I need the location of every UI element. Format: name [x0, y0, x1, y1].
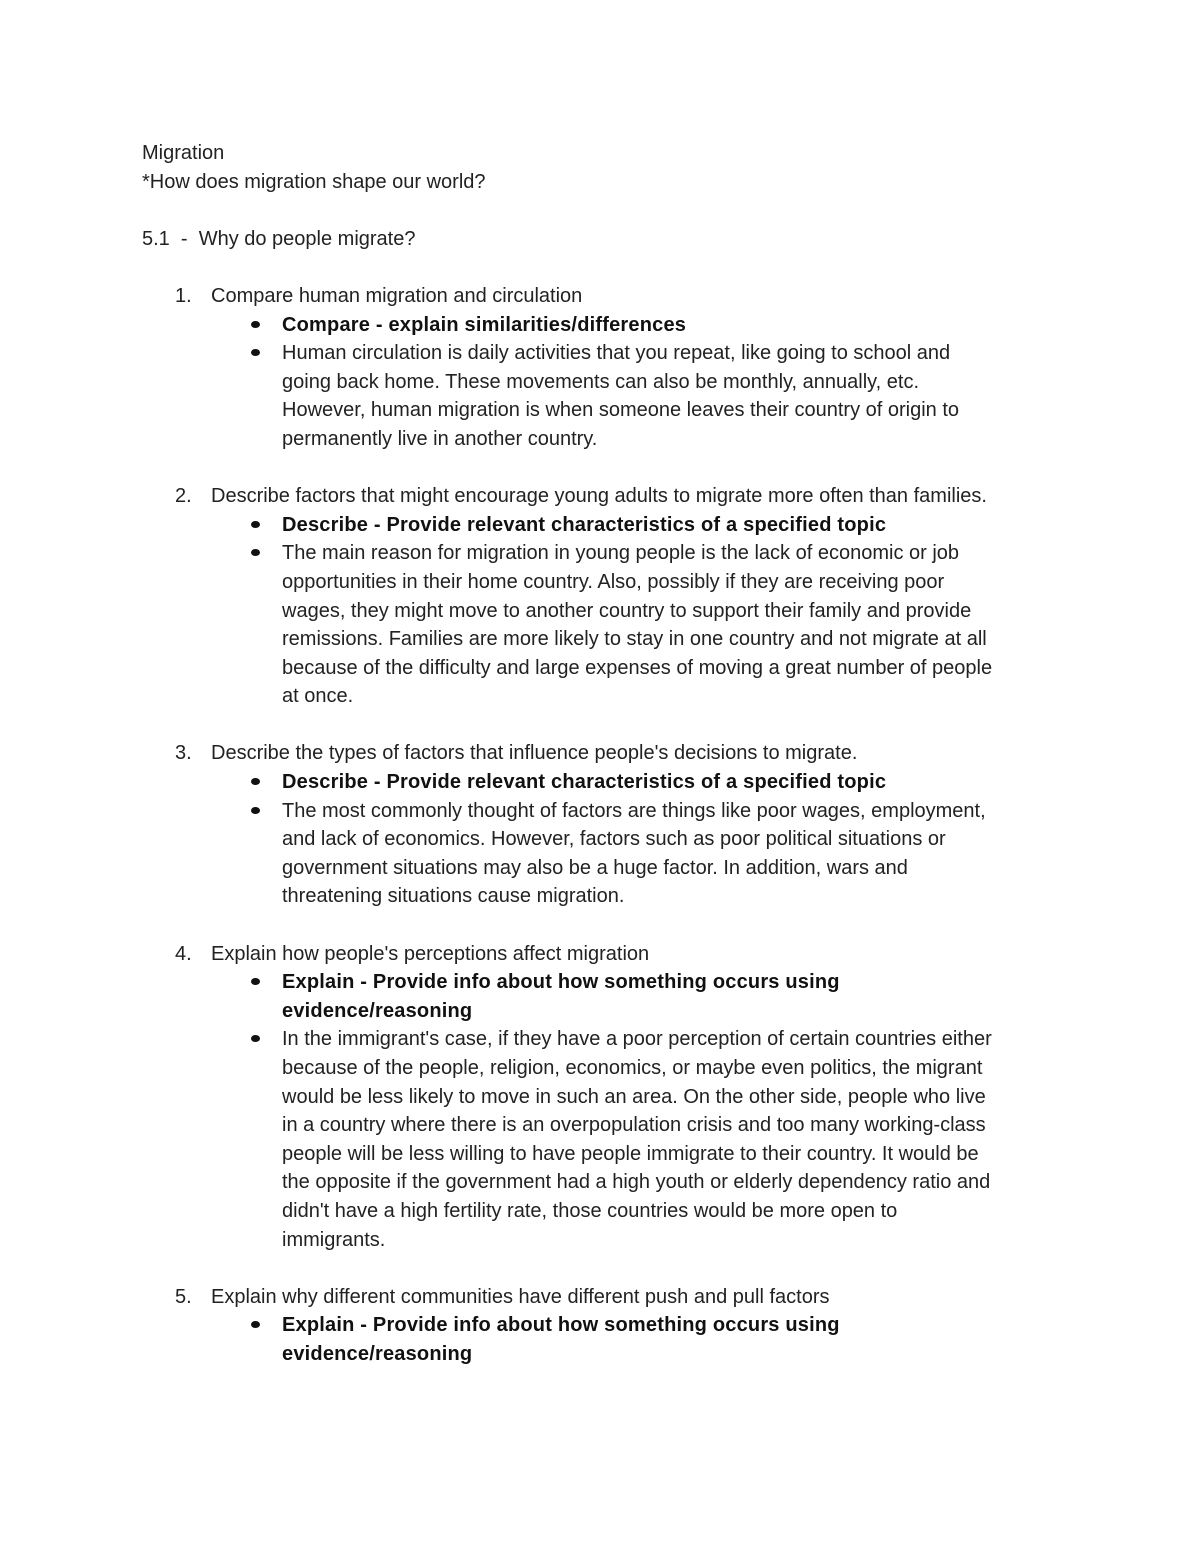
definition-text [282, 1311, 1062, 1368]
answer-text [282, 1025, 1062, 1254]
definition-bullet [282, 311, 1062, 340]
question-number: 4. [175, 942, 192, 965]
answer-line: opportunities in their home country. Also, possibly if they are receiving poor [282, 570, 945, 593]
answer-line: Human circulation is daily activities that you repeat, like going to school and [282, 342, 951, 365]
bullet-dot-icon [251, 521, 260, 528]
spacer [142, 711, 1062, 740]
answer-line: remissions. Families are more likely to stay in one country and not migrate at all [282, 628, 987, 651]
question-4-bullets [142, 968, 1062, 1254]
answer-text [282, 797, 1062, 911]
answer-line: wages, they might move to another country to support their family and provide [282, 599, 972, 622]
answer-text [282, 339, 1062, 453]
bullet-dot-icon [251, 978, 260, 985]
spacer [142, 1254, 1062, 1283]
question-2-bullets [142, 511, 1062, 711]
spacer [142, 454, 1062, 483]
document-page [142, 139, 1062, 1369]
definition-bullet [282, 511, 1062, 540]
definition-line: evidence/reasoning [282, 999, 473, 1022]
answer-bullet [282, 339, 1062, 453]
definition-bullet [282, 968, 1062, 1025]
answer-line: in a country where there is an overpopulation crisis and too many working-class [282, 1114, 986, 1137]
answer-bullet [282, 539, 1062, 711]
section-heading: 5.1 - Why do people migrate? [142, 227, 416, 250]
answer-line: However, human migration is when someone leaves their country of origin to [282, 399, 960, 422]
answer-bullet [282, 797, 1062, 911]
answer-line: threatening situations cause migration. [282, 885, 625, 908]
bullet-dot-icon [251, 778, 260, 785]
answer-line: the opposite if the government had a high youth or elderly dependency ratio and [282, 1171, 991, 1194]
question-number: 5. [175, 1285, 192, 1308]
answer-line: going back home. These movements can also be monthly, annually, etc. [282, 370, 920, 393]
question-5-bullets [142, 1311, 1062, 1368]
doc-title: Migration [142, 142, 225, 164]
bullet-dot-icon [251, 549, 260, 556]
question-number: 1. [175, 284, 192, 307]
answer-line: would be less likely to move in such an area. On the other side, people who live [282, 1085, 986, 1108]
question-3 [142, 739, 1062, 768]
question-3-bullets [142, 768, 1062, 911]
spacer [142, 196, 1062, 225]
answer-line: and lack of economics. However, factors such as poor political situations or [282, 828, 946, 851]
question-number: 3. [175, 742, 192, 765]
question-4 [142, 940, 1062, 969]
definition-line: Explain - Provide info about how something occurs using [282, 971, 840, 994]
answer-line: government situations may also be a huge factor. In addition, wars and [282, 856, 908, 879]
definition-line: evidence/reasoning [282, 1342, 473, 1365]
question-5 [142, 1283, 1062, 1312]
answer-line: people will be less willing to have people immigrate to their country. It would be [282, 1142, 979, 1165]
bullet-dot-icon [251, 807, 260, 814]
definition-text: Describe - Provide relevant characteristics of a specified topic [282, 513, 887, 536]
question-prompt: Compare human migration and circulation [211, 284, 583, 307]
answer-line: In the immigrant's case, if they have a poor perception of certain countries either [282, 1028, 992, 1051]
bullet-dot-icon [251, 321, 260, 328]
spacer [142, 253, 1062, 282]
bullet-dot-icon [251, 1035, 260, 1042]
definition-text: Describe - Provide relevant characteristics of a specified topic [282, 771, 887, 794]
answer-line: permanently live in another country. [282, 427, 598, 450]
answer-line: because of the difficulty and large expenses of moving a great number of people [282, 656, 993, 679]
answer-line: because of the people, religion, economics, or maybe even politics, the migrant [282, 1057, 983, 1079]
definition-line: Explain - Provide info about how something occurs using [282, 1314, 840, 1337]
question-prompt: Explain why different communities have different push and pull factors [211, 1285, 830, 1308]
bullet-dot-icon [251, 1321, 260, 1328]
answer-line: The main reason for migration in young people is the lack of economic or job [282, 542, 960, 565]
answer-line: immigrants. [282, 1228, 386, 1251]
question-prompt: Describe the types of factors that influence people's decisions to migrate. [211, 742, 858, 765]
question-prompt: Explain how people's perceptions affect migration [211, 942, 650, 965]
definition-text [282, 968, 1062, 1025]
question-number: 2. [175, 485, 192, 508]
question-prompt: Describe factors that might encourage young adults to migrate more often than families. [211, 485, 987, 508]
question-2 [142, 482, 1062, 511]
question-1 [142, 282, 1062, 311]
definition-bullet [282, 768, 1062, 797]
question-1-bullets [142, 311, 1062, 454]
answer-line: The most commonly thought of factors are things like poor wages, employment, [282, 799, 986, 822]
definition-text: Compare - explain similarities/differences [282, 313, 687, 336]
answer-text [282, 539, 1062, 711]
answer-line: didn't have a high fertility rate, those countries would be more open to [282, 1199, 898, 1222]
answer-line: at once. [282, 685, 354, 708]
essential-question: *How does migration shape our world? [142, 170, 486, 193]
definition-bullet [282, 1311, 1062, 1368]
answer-bullet [282, 1025, 1062, 1254]
spacer [142, 911, 1062, 940]
bullet-dot-icon [251, 349, 260, 356]
